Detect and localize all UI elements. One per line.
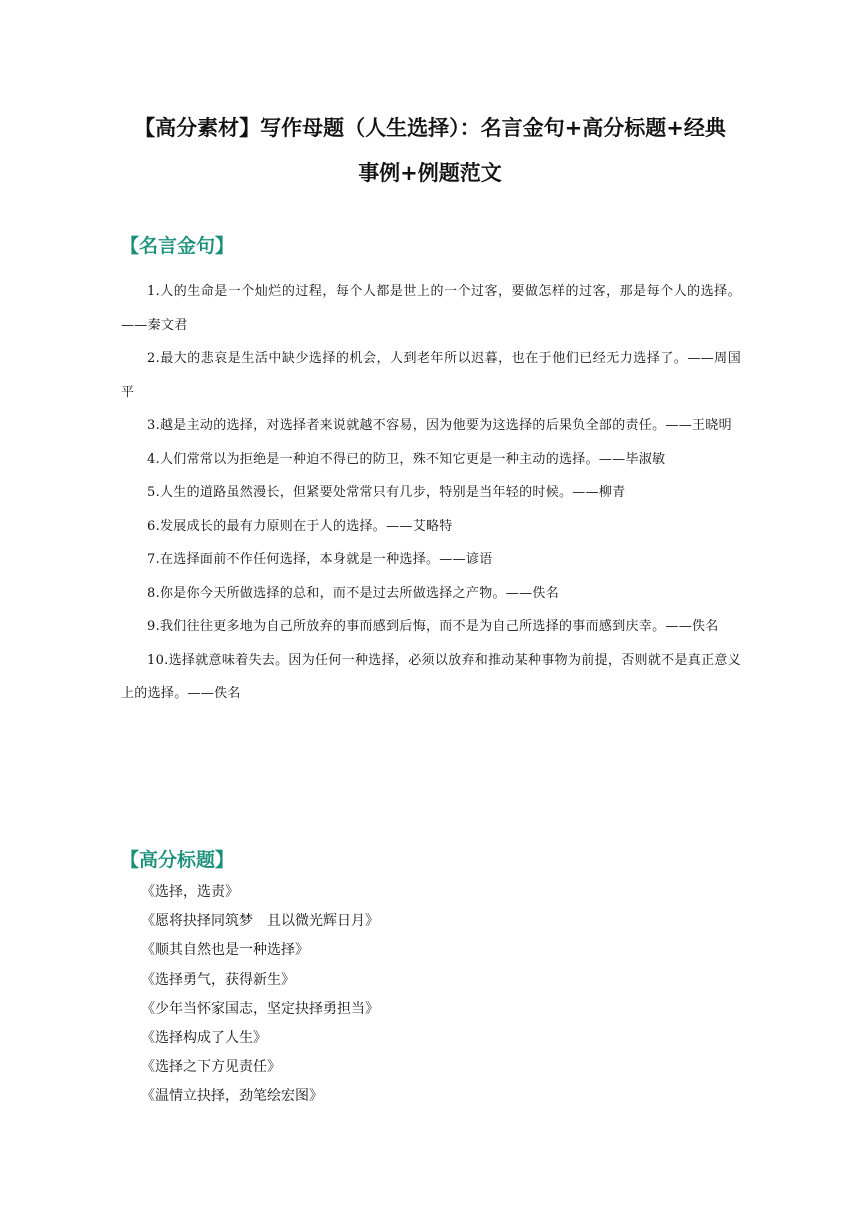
quote-item: 4.人们常常以为拒绝是一种迫不得已的防卫，殊不知它更是一种主动的选择。——毕淑敏 [147,451,666,467]
quote-item: 6.发展成长的最有力原则在于人的选择。——艾略特 [147,518,453,534]
title-list [141,878,379,1112]
document-title-line-1: 【高分素材】写作母题（人生选择）：名言金句+高分标题+经典 [134,116,726,140]
title-item: 《选择构成了人生》 [141,1030,267,1047]
quote-item: 2.最大的悲哀是生活中缺少选择的机会，人到老年所以迟暮，也在于他们已经无力选择了。——周国平 [121,351,741,400]
title-item: 《顺其自然也是一种选择》 [141,942,309,959]
quote-item: 9.我们往往更多地为自己所放弃的事而感到后悔，而不是为自己所选择的事而感到庆幸。——佚名 [147,619,719,634]
title-item: 《少年当怀家国志，坚定抉择勇担当》 [141,1000,379,1017]
quote-item: 1.人的生命是一个灿烂的过程，每个人都是世上的一个过客，要做怎样的过客，那是每个人的选择。——秦文君 [121,284,741,333]
title-item: 《选择勇气，获得新生》 [141,971,295,988]
title-item: 《选择，选责》 [141,884,239,900]
section-heading-quotes: 【名言金句】 [120,235,235,257]
quote-item: 5.人生的道路虽然漫长，但紧要处常常只有几步，特别是当年轻的时候。——柳青 [147,485,626,500]
title-item: 《温情立抉择，劲笔绘宏图》 [141,1088,323,1105]
section-heading-titles: 【高分标题】 [120,849,235,871]
quote-item: 10.选择就意味着失去。因为任何一种选择，必须以放弃和推动某种事物为前提，否则就不是真正意义上的选择。——佚名 [121,652,741,701]
title-item: 《选择之下方见责任》 [141,1059,281,1076]
document-title-line-2: 事例+例题范文 [358,161,502,185]
quote-item: 3.越是主动的选择，对选择者来说就越不容易，因为他要为这选择的后果负全部的责任。——王晓明 [147,418,732,433]
title-item: 《愿将抉择同筑梦 且以微光辉日月》 [141,913,379,930]
quote-list [121,275,741,711]
quote-item: 8.你是你今天所做选择的总和，而不是过去所做选择之产物。——佚名 [147,585,560,601]
quote-item: 7.在选择面前不作任何选择，本身就是一种选择。——谚语 [147,552,493,567]
